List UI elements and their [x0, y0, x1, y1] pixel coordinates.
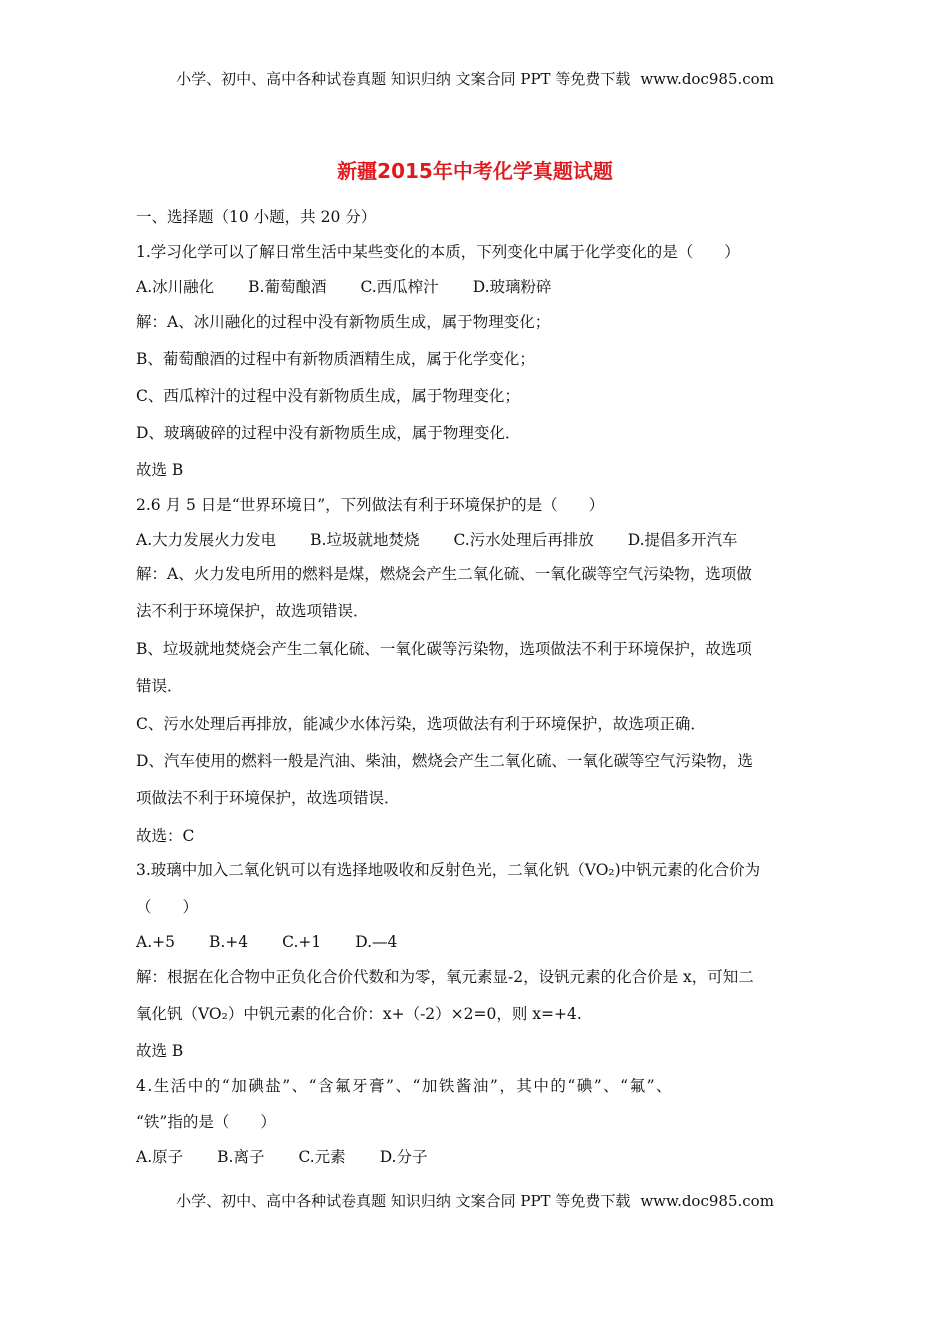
header-text: 小学、初中、高中各种试卷真题 知识归纳 文案合同 PPT 等免费下载	[176, 70, 631, 88]
option: B.离子	[217, 1148, 265, 1166]
option: B.+4	[208, 933, 249, 951]
question-1-stem: 1.学习化学可以了解日常生活中某些变化的本质，下列变化中属于化学变化的是（ ）	[136, 243, 740, 261]
question-3-stem: 3.玻璃中加入二氧化钒可以有选择地吸收和反射色光，二氧化钒（VO₂)中钒元素的化合价为	[136, 861, 761, 879]
solution-line: 解：根据在化合物中正负化合价代数和为零，氧元素显-2，设钒元素的化合价是 x，可知二	[136, 968, 754, 986]
option: D.玻璃粉碎	[472, 278, 552, 296]
option: B.葡萄酿酒	[248, 278, 327, 296]
option: A.冰川融化	[136, 278, 215, 296]
header-url: www.doc985.com	[640, 70, 774, 88]
footer-text: 小学、初中、高中各种试卷真题 知识归纳 文案合同 PPT 等免费下载	[176, 1192, 631, 1210]
section-heading: 一、选择题（10 小题，共 20 分）	[136, 208, 377, 226]
answer: 故选 B	[136, 461, 184, 479]
solution-line: 法不利于环境保护，故选项错误．	[136, 602, 369, 620]
solution-line: 氧化钒（VO₂）中钒元素的化合价：x+（-2）×2=0，则 x=+4.	[136, 1005, 582, 1023]
option: D.—4	[355, 933, 398, 951]
solution-line: 错误．	[136, 677, 183, 695]
page-header	[0, 69, 950, 89]
option: D.提倡多开汽车	[627, 531, 738, 549]
question-4-options	[136, 1147, 816, 1167]
option: B.垃圾就地焚烧	[310, 531, 420, 549]
solution-line: C、污水处理后再排放，能减少水体污染，选项做法有利于环境保护，故选项正确．	[136, 715, 706, 733]
question-1-options	[136, 277, 816, 297]
solution-line: 项做法不利于环境保护，故选项错误．	[136, 789, 400, 807]
option: A.原子	[136, 1148, 184, 1166]
option: A.大力发展火力发电	[136, 531, 277, 549]
option: C.污水处理后再排放	[453, 531, 594, 549]
question-3-options	[136, 932, 816, 952]
question-2-stem: 2.6 月 5 日是“世界环境日”，下列做法有利于环境保护的是（ ）	[136, 496, 605, 514]
question-4-stem-cont: “铁”指的是（ ）	[136, 1113, 276, 1131]
solution-line: D、玻璃破碎的过程中没有新物质生成，属于物理变化．	[136, 424, 521, 442]
solution-line: B、葡萄酿酒的过程中有新物质酒精生成，属于化学变化；	[136, 350, 535, 368]
question-2-options	[136, 530, 816, 550]
solution-line: 解：A、冰川融化的过程中没有新物质生成，属于物理变化；	[136, 313, 551, 331]
answer: 故选：C	[136, 827, 195, 845]
option: A.+5	[136, 933, 175, 951]
solution-line: C、西瓜榨汁的过程中没有新物质生成，属于物理变化；	[136, 387, 520, 405]
solution-line: 解：A、火力发电所用的燃料是煤，燃烧会产生二氧化硫、一氧化碳等空气污染物，选项做	[136, 565, 752, 583]
answer: 故选 B	[136, 1042, 184, 1060]
footer-url: www.doc985.com	[640, 1192, 774, 1210]
page-title: 新疆2015年中考化学真题试题	[337, 159, 613, 183]
question-3-stem-cont: （ ）	[136, 898, 199, 916]
page-footer	[0, 1191, 950, 1211]
solution-line: D、汽车使用的燃料一般是汽油、柴油，燃烧会产生二氧化硫、一氧化碳等空气污染物，选	[136, 752, 753, 770]
option: C.西瓜榨汁	[360, 278, 439, 296]
solution-line: B、垃圾就地焚烧会产生二氧化硫、一氧化碳等污染物，选项做法不利于环境保护，故选项	[136, 640, 752, 658]
question-4-stem: 4.生活中的“加碘盐”、“含氟牙膏”、“加铁酱油”，其中的“碘”、“氟”、	[136, 1077, 674, 1095]
option: D.分子	[379, 1148, 428, 1166]
option: C.元素	[298, 1148, 346, 1166]
option: C.+1	[282, 933, 322, 951]
